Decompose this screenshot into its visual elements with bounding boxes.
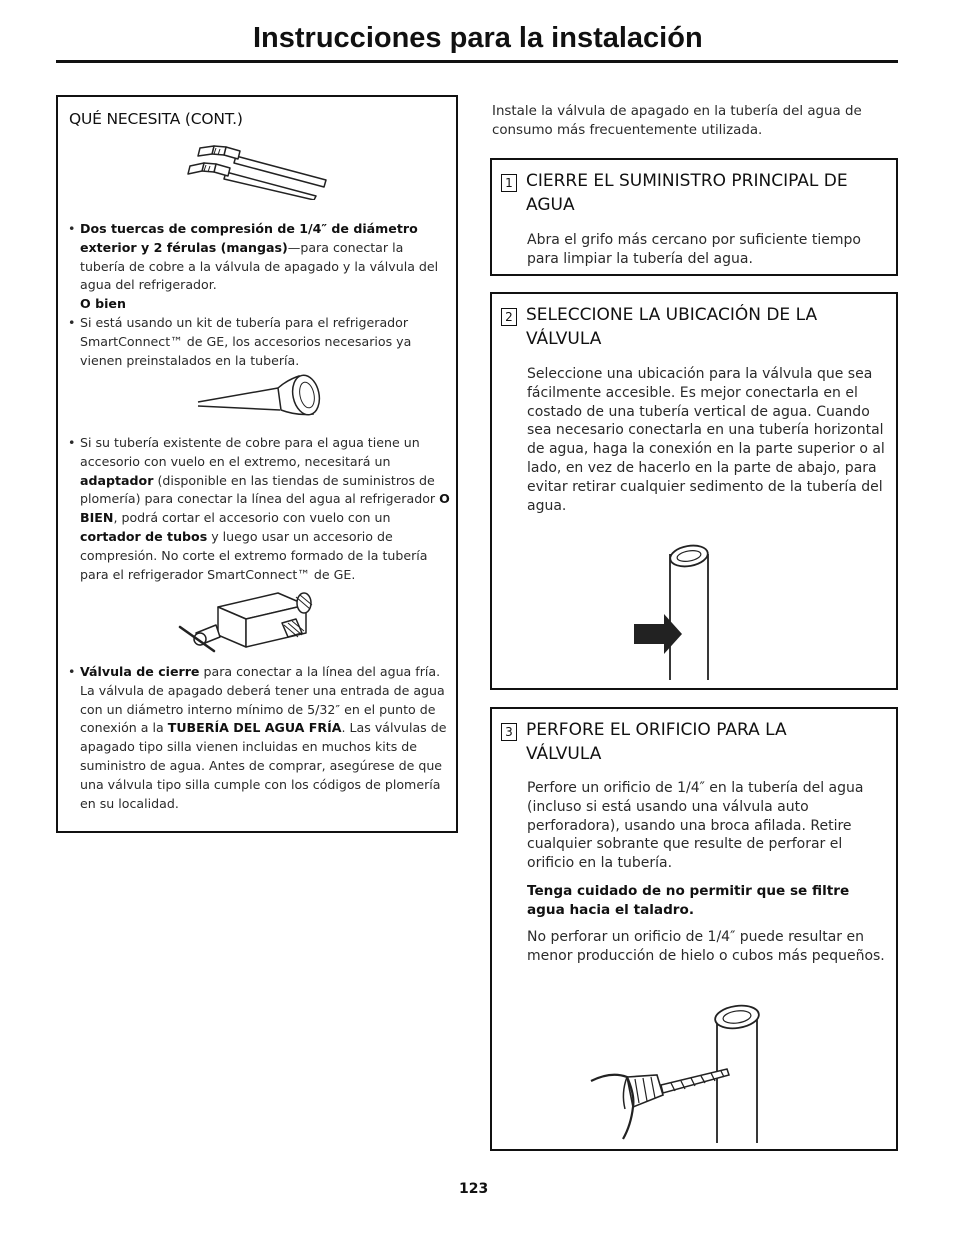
shutoff-valve-label: Válvula de cierre xyxy=(80,664,200,679)
step-3-number: 3 xyxy=(501,723,517,741)
or-term: O BIEN xyxy=(80,491,450,526)
bullet-shutoff-valve: • Válvula de cierre para conectar a la línea del agua fría. La válvula de apagado deberá tener una entrada de agua con un diámetro interno mínimo de 5/32″ en el punto de conexión a la TUBERÍA DEL AGUA FRÍA. Las válvulas de apagado tipo silla vienen incluidas en muchos kits de suministro de agua. Antes de comprar, asegúrese de que una válvula tipo silla cumple con los códigos de plomería en su localidad. xyxy=(68,664,447,811)
compression-nuts-text: —para conectar la tubería de cobre a la válvula de apagado y la válvula del agua del refrigerador. xyxy=(80,239,439,293)
or-line: O bien xyxy=(80,296,126,312)
what-you-need-heading: QUÉ NECESITA (CONT.) xyxy=(69,110,243,128)
bullet-smartconnect: • Si está usando un kit de tubería para el refrigerador SmartConnect™ de GE, los accesorios necesarios ya vienen preinstalados en la tubería. xyxy=(68,315,412,368)
smartconnect-text: Si está usando un kit de tubería para el refrigerador SmartConnect™ de GE, los accesorios necesarios ya vienen preinstalados en la tubería. xyxy=(80,315,412,368)
step-3-warning: Tenga cuidado de no permitir que se filtre agua hacia el taladro. xyxy=(527,883,850,918)
step-3-note: No perforar un orificio de 1/4″ puede resultar en menor producción de hielo o cubos más pequeños. xyxy=(527,929,885,964)
step-1-number: 1 xyxy=(501,174,517,192)
flared-fitting-text-a: Si su tubería existente de cobre para el agua tiene un accesorio con vuelo en el extremo, necesitará un xyxy=(80,435,420,469)
compression-nuts-label: Dos tuercas de compresión de 1/4″ de diámetro exterior y 2 férulas (mangas) xyxy=(80,221,418,255)
flared-fitting-text-c: (disponible en las tiendas de suministros de plomería) para conectar la línea del agua al refrigerador xyxy=(80,472,436,507)
page-title: Instrucciones para la instalación xyxy=(253,22,703,54)
title-rule xyxy=(56,60,898,63)
flared-tube-illustration xyxy=(193,372,333,430)
bullet-compression-nuts: • Dos tuercas de compresión de 1/4″ de diámetro exterior y 2 férulas (mangas)—para conectar la tubería de cobre a la válvula de apagado y la válvula del agua del refrigerador. O bien xyxy=(68,221,439,312)
shutoff-valve-text-b: para conectar a la línea del agua fría. La válvula de apagado deberá tener una entrada de agua con un diámetro interno mínimo de 5/32″ en el punto de conexión a la xyxy=(80,664,445,736)
bullet-flared-fitting: • Si su tubería existente de cobre para el agua tiene un accesorio con vuelo en el extremo, necesitará un adaptador (disponible en las tiendas de suministros de plomería) para conectar la línea del agua al refrigerador O BIEN, podrá cortar el accesorio con vuelo con un cortador de tubos y luego usar un accesorio de compresión. No corte el extremo formado de la tubería para el refrigerador SmartConnect™ de GE. xyxy=(68,435,450,582)
step-1-title: CIERRE EL SUMINISTRO PRINCIPAL DE AGUA xyxy=(526,171,848,215)
page-number: 123 xyxy=(459,1181,489,1197)
step-2-title: SELECCIONE LA UBICACIÓN DE LA VÁLVULA xyxy=(526,305,818,349)
shutoff-valve-text-d: . Las válvulas de apagado tipo silla vienen incluidas en muchos kits de suministro de agua. Antes de comprar, asegúrese de que una válvula tipo silla cumple con los códigos de plomería en su localidad. xyxy=(80,720,447,811)
adapter-term: adaptador xyxy=(80,472,154,488)
tube-cutter-term: cortador de tubos xyxy=(80,528,208,544)
step-1-body: Abra el grifo más cercano por suficiente tiempo para limpiar la tubería del agua. xyxy=(527,232,861,267)
step-2-body: Seleccione una ubicación para la válvula que sea fácilmente accesible. Es mejor conectarla en el costado de una tubería vertical de agua. Cuando sea necesario conectarla en una tubería horizontal de agua, haga la conexión en la parte superior o al lado, en vez de hacerlo en la parte de abajo, para evitar retirar cualquier sedimento de la tubería del agua. xyxy=(527,366,885,514)
what-you-need-box xyxy=(56,95,458,833)
step-3-body: Perfore un orificio de 1/4″ en la tubería del agua (incluso si está usando una válvula auto perforadora), usando una broca afilada. Retire cualquier sobrante que resulte de perforar el orificio en la tubería. xyxy=(527,780,864,872)
flared-fitting-text-e: , podrá cortar el accesorio con vuelo con un xyxy=(113,510,391,526)
vertical-pipe-arrow-illustration xyxy=(632,542,712,682)
step-3-box xyxy=(490,707,898,1151)
step-2-box xyxy=(490,292,898,690)
compression-nuts-illustration xyxy=(178,142,333,200)
flared-fitting-text-g: y luego usar un accesorio de compresión. No corte el extremo formado de la tubería para el refrigerador SmartConnect™ de GE. xyxy=(80,528,428,582)
shutoff-valve-illustration xyxy=(178,589,328,661)
step-3-title: PERFORE EL ORIFICIO PARA LA VÁLVULA xyxy=(526,720,787,764)
intro-text: Instale la válvula de apagado en la tubería del agua de consumo más frecuentemente utilizada. xyxy=(492,104,862,138)
cold-water-pipe-term: TUBERÍA DEL AGUA FRÍA xyxy=(167,720,342,736)
step-2-number: 2 xyxy=(501,308,517,326)
step-1-box xyxy=(490,158,898,276)
drill-pipe-illustration xyxy=(587,997,797,1145)
